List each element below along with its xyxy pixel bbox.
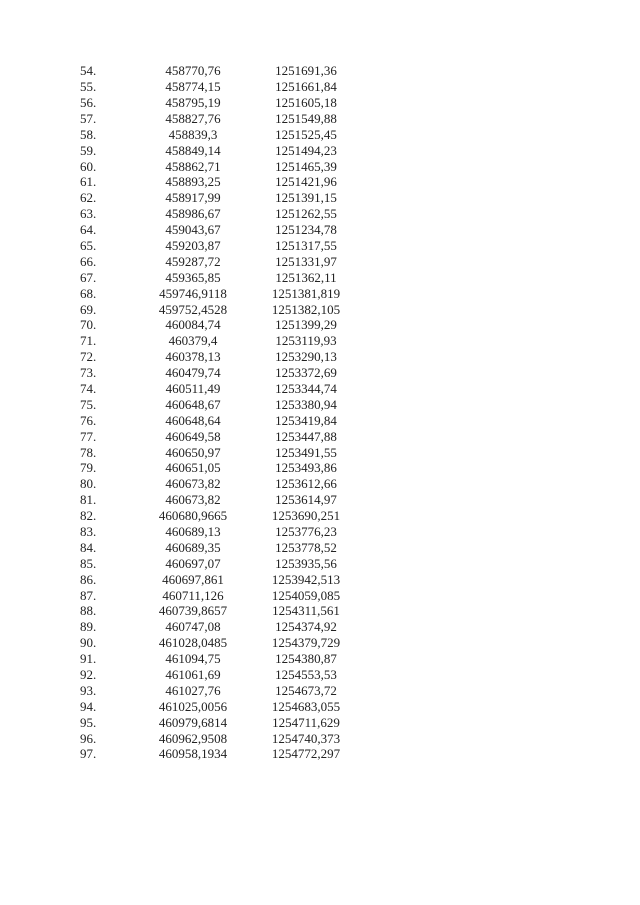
table-row [80, 365, 360, 381]
y-coordinate: 1253419,84 [275, 412, 337, 428]
row-number: 87. [80, 587, 97, 603]
table-row [80, 174, 360, 190]
x-coordinate: 459365,85 [165, 269, 221, 285]
table-row [80, 572, 360, 588]
y-coordinate: 1251661,84 [275, 79, 337, 95]
y-coordinate: 1251234,78 [275, 222, 337, 238]
row-number: 57. [80, 110, 97, 126]
row-number: 61. [80, 174, 97, 190]
y-coordinate: 1253612,66 [275, 476, 337, 492]
row-number: 80. [80, 476, 97, 492]
row-number: 91. [80, 651, 97, 667]
x-coordinate: 458862,71 [165, 158, 221, 174]
row-number: 96. [80, 730, 97, 746]
y-coordinate: 1251605,18 [275, 94, 337, 110]
table-row [80, 556, 360, 572]
table-row [80, 492, 360, 508]
table-row [80, 476, 360, 492]
row-number: 63. [80, 206, 97, 222]
row-number: 76. [80, 412, 97, 428]
row-number: 74. [80, 381, 97, 396]
row-number: 89. [80, 619, 97, 635]
row-number: 79. [80, 460, 97, 476]
table-row [80, 190, 360, 206]
table-row [80, 206, 360, 222]
y-coordinate: 1251382,105 [271, 301, 341, 317]
x-coordinate: 460649,58 [165, 428, 221, 444]
x-coordinate: 458893,25 [165, 174, 221, 190]
row-number: 58. [80, 126, 97, 142]
x-coordinate: 460648,67 [165, 396, 221, 412]
x-coordinate: 460747,08 [165, 619, 221, 635]
table-row [80, 127, 360, 143]
y-coordinate: 1254380,87 [275, 651, 337, 667]
table-row [80, 254, 360, 270]
y-coordinate: 1251317,55 [275, 237, 337, 253]
table-row [80, 285, 360, 301]
x-coordinate: 459043,67 [165, 222, 221, 238]
x-coordinate: 461025,0056 [158, 698, 228, 714]
table-row [80, 317, 360, 333]
table-row [80, 333, 360, 349]
row-number: 62. [80, 190, 97, 206]
row-number: 82. [80, 508, 97, 524]
table-row [80, 413, 360, 429]
y-coordinate: 1251494,23 [275, 142, 337, 158]
table-row [80, 460, 360, 476]
table-row [80, 95, 360, 111]
x-coordinate: 460697,07 [165, 555, 221, 571]
x-coordinate: 461027,76 [165, 682, 221, 698]
table-row [80, 238, 360, 254]
table-row [80, 699, 360, 715]
x-coordinate: 458774,15 [165, 79, 221, 95]
x-coordinate: 461061,69 [165, 667, 221, 683]
x-coordinate: 459746,9118 [159, 285, 227, 301]
y-coordinate: 1254553,53 [275, 667, 337, 683]
y-coordinate: 1251331,97 [275, 253, 337, 269]
x-coordinate: 460650,97 [165, 444, 221, 460]
x-coordinate: 460689,13 [165, 524, 221, 540]
row-number: 94. [80, 698, 97, 714]
table-row [80, 428, 360, 444]
row-number: 75. [80, 396, 97, 412]
y-coordinate: 1253372,69 [275, 365, 337, 381]
x-coordinate: 460979,6814 [158, 714, 228, 730]
table-row [80, 397, 360, 413]
y-coordinate: 1251421,96 [275, 174, 337, 190]
row-number: 66. [80, 253, 97, 269]
x-coordinate: 460689,35 [165, 539, 221, 555]
y-coordinate: 1251549,88 [275, 110, 337, 126]
row-number: 55. [80, 79, 97, 95]
y-coordinate: 1251391,15 [275, 190, 337, 206]
y-coordinate: 1251465,39 [275, 158, 337, 174]
table-row [80, 381, 360, 397]
y-coordinate: 1251262,55 [275, 206, 337, 222]
y-coordinate: 1253690,251 [271, 508, 341, 524]
y-coordinate: 1253493,86 [275, 460, 337, 476]
row-number: 56. [80, 94, 97, 110]
y-coordinate: 1254740,373 [271, 730, 341, 746]
table-row [80, 715, 360, 731]
table-row [80, 63, 360, 79]
row-number: 95. [80, 714, 97, 730]
table-row [80, 79, 360, 95]
table-row [80, 158, 360, 174]
y-coordinate: 1254772,297 [271, 746, 341, 762]
x-coordinate: 458839,3 [168, 126, 218, 142]
table-row [80, 603, 360, 619]
x-coordinate: 460962,9508 [158, 730, 228, 746]
x-coordinate: 460084,74 [165, 317, 221, 333]
y-coordinate: 1251691,36 [275, 63, 337, 79]
x-coordinate: 460711,126 [162, 587, 224, 603]
row-number: 83. [80, 524, 97, 540]
y-coordinate: 1254379,729 [271, 635, 341, 651]
row-number: 59. [80, 142, 97, 158]
x-coordinate: 458770,76 [165, 63, 221, 79]
y-coordinate: 1251525,45 [275, 126, 337, 142]
row-number: 88. [80, 603, 97, 619]
table-row [80, 349, 360, 365]
table-row [80, 142, 360, 158]
x-coordinate: 460673,82 [165, 476, 221, 492]
row-number: 90. [80, 635, 97, 651]
row-number: 71. [80, 333, 97, 349]
row-number: 84. [80, 539, 97, 555]
row-number: 67. [80, 269, 97, 285]
table-row [80, 524, 360, 540]
row-number: 72. [80, 349, 97, 365]
x-coordinate: 459203,87 [165, 237, 221, 253]
row-number: 77. [80, 428, 97, 444]
table-row [80, 508, 360, 524]
x-coordinate: 458986,67 [165, 206, 221, 222]
x-coordinate: 458849,14 [165, 142, 221, 158]
x-coordinate: 460697,861 [162, 571, 224, 587]
x-coordinate: 460680,9665 [158, 508, 228, 524]
table-row [80, 222, 360, 238]
row-number: 69. [80, 301, 97, 317]
x-coordinate: 460648,64 [165, 412, 221, 428]
y-coordinate: 1253778,52 [275, 539, 337, 555]
row-number: 60. [80, 158, 97, 174]
x-coordinate: 461028,0485 [158, 635, 228, 651]
table-row [80, 635, 360, 651]
row-number: 86. [80, 571, 97, 587]
y-coordinate: 1253935,56 [275, 555, 337, 571]
row-number: 54. [80, 63, 97, 79]
y-coordinate: 1253491,55 [275, 444, 337, 460]
x-coordinate: 461094,75 [165, 651, 221, 667]
table-row [80, 270, 360, 286]
y-coordinate: 1253614,97 [275, 492, 337, 508]
y-coordinate: 1254374,92 [275, 619, 337, 635]
row-number: 81. [80, 492, 97, 508]
table-row [80, 301, 360, 317]
y-coordinate: 1254683,055 [271, 698, 341, 714]
y-coordinate: 1253344,74 [275, 381, 337, 396]
row-number: 73. [80, 365, 97, 381]
y-coordinate: 1254673,72 [275, 682, 337, 698]
table-row [80, 444, 360, 460]
coordinates-table-body [80, 63, 360, 762]
y-coordinate: 1254311,561 [272, 603, 340, 619]
y-coordinate: 1253380,94 [275, 396, 337, 412]
y-coordinate: 1251381,819 [271, 285, 341, 301]
table-row [80, 111, 360, 127]
x-coordinate: 459287,72 [165, 253, 221, 269]
y-coordinate: 1254711,629 [272, 714, 340, 730]
row-number: 65. [80, 237, 97, 253]
x-coordinate: 458795,19 [165, 94, 221, 110]
x-coordinate: 458917,99 [165, 190, 221, 206]
y-coordinate: 1253119,93 [275, 333, 337, 349]
table-row [80, 683, 360, 699]
row-number: 68. [80, 285, 97, 301]
x-coordinate: 460958,1934 [158, 746, 228, 762]
y-coordinate: 1253290,13 [275, 349, 337, 365]
y-coordinate: 1253447,88 [275, 428, 337, 444]
x-coordinate: 460511,49 [165, 381, 221, 396]
row-number: 85. [80, 555, 97, 571]
x-coordinate: 460673,82 [165, 492, 221, 508]
y-coordinate: 1251362,11 [275, 269, 337, 285]
x-coordinate: 460739,8657 [158, 603, 228, 619]
x-coordinate: 458827,76 [165, 110, 221, 126]
x-coordinate: 460378,13 [165, 349, 221, 365]
y-coordinate: 1253776,23 [275, 524, 337, 540]
x-coordinate: 460479,74 [165, 365, 221, 381]
x-coordinate: 459752,4528 [158, 301, 228, 317]
y-coordinate: 1254059,085 [271, 587, 341, 603]
table-row [80, 651, 360, 667]
row-number: 78. [80, 444, 97, 460]
table-row [80, 540, 360, 556]
table-row [80, 619, 360, 635]
row-number: 97. [80, 746, 97, 762]
table-row [80, 746, 360, 762]
table-row [80, 730, 360, 746]
x-coordinate: 460379,4 [168, 333, 218, 349]
x-coordinate: 460651,05 [165, 460, 221, 476]
y-coordinate: 1253942,513 [271, 571, 341, 587]
row-number: 93. [80, 682, 97, 698]
y-coordinate: 1251399,29 [275, 317, 337, 333]
row-number: 92. [80, 667, 97, 683]
table-row [80, 667, 360, 683]
coordinates-table [80, 63, 360, 762]
row-number: 64. [80, 222, 97, 238]
table-row [80, 587, 360, 603]
row-number: 70. [80, 317, 97, 333]
